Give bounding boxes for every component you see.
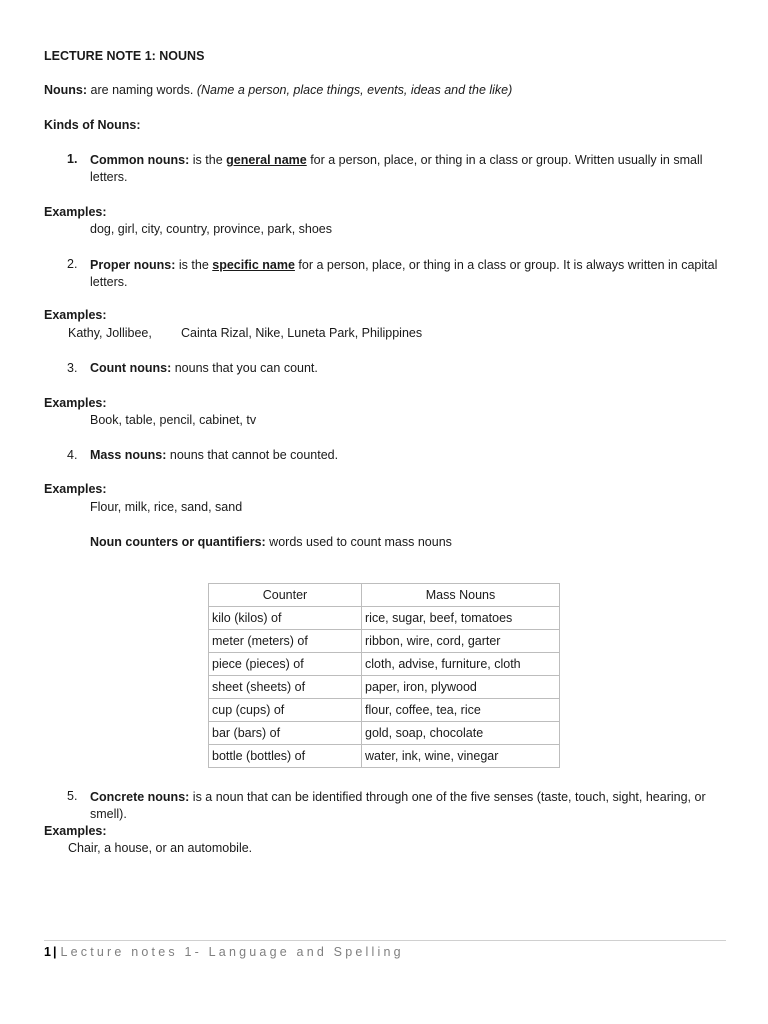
page-title: LECTURE NOTE 1: NOUNS <box>44 49 205 63</box>
examples-label: Examples: <box>44 824 107 838</box>
table-row <box>209 653 560 676</box>
table-row <box>209 699 560 722</box>
quantifiers-text: words used to count mass nouns <box>265 535 452 549</box>
intro-text: are naming words. <box>87 83 197 97</box>
table-header-cell: Mass Nouns <box>362 584 560 607</box>
quantifiers-label: Noun counters or quantifiers: <box>90 535 266 549</box>
table-cell: bottle (bottles) of <box>209 745 362 768</box>
kinds-heading: Kinds of Nouns: <box>44 118 141 132</box>
table-cell: meter (meters) of <box>209 630 362 653</box>
intro-note: (Name a person, place things, events, ideas and the like) <box>196 83 513 97</box>
table-cell: kilo (kilos) of <box>209 607 362 630</box>
item-number: 5. <box>67 789 78 803</box>
intro-line <box>44 83 512 97</box>
item-text: is the <box>175 258 213 272</box>
list-item-mass-nouns <box>90 448 338 462</box>
table-row <box>209 722 560 745</box>
item-number: 4. <box>67 448 78 462</box>
footer-text: Lecture notes 1- Language and Spelling <box>60 945 404 959</box>
table-row <box>209 607 560 630</box>
table-row <box>209 745 560 768</box>
item-label: Proper nouns: <box>90 258 176 272</box>
examples-text: Chair, a house, or an automobile. <box>68 841 253 855</box>
table-cell: ribbon, wire, cord, garter <box>362 630 560 653</box>
item-number: 3. <box>67 361 78 375</box>
table-row <box>209 676 560 699</box>
list-item-proper-nouns <box>90 257 730 291</box>
table-cell: cup (cups) of <box>209 699 362 722</box>
item-key-term: general name <box>226 153 307 167</box>
table-cell: sheet (sheets) of <box>209 676 362 699</box>
examples-label: Examples: <box>44 205 107 219</box>
item-label: Mass nouns: <box>90 448 167 462</box>
list-item-concrete-nouns <box>90 789 730 823</box>
item-label: Concrete nouns: <box>90 790 190 804</box>
item-text: nouns that you can count. <box>171 361 318 375</box>
table-cell: rice, sugar, beef, tomatoes <box>362 607 560 630</box>
examples-text: Kathy, Jollibee, <box>68 326 152 340</box>
item-text: for a person, place, or thing in a class or group. Written usually in small letters. <box>90 153 703 184</box>
item-text: for a person, place, or thing in a class or group. It is always written in capital letters. <box>90 258 718 289</box>
examples-label: Examples: <box>44 396 107 410</box>
table-cell: bar (bars) of <box>209 722 362 745</box>
intro-label: Nouns: <box>44 83 88 97</box>
examples-text: Cainta Rizal, Nike, Luneta Park, Philippines <box>181 326 423 340</box>
examples-text: Book, table, pencil, cabinet, tv <box>90 413 257 427</box>
table-cell: paper, iron, plywood <box>362 676 560 699</box>
table-header-cell: Counter <box>209 584 362 607</box>
item-label: Common nouns: <box>90 153 190 167</box>
table-cell: cloth, advise, furniture, cloth <box>362 653 560 676</box>
footer-divider <box>44 940 726 941</box>
table-cell: flour, coffee, tea, rice <box>362 699 560 722</box>
examples-text: dog, girl, city, country, province, park, shoes <box>90 222 333 236</box>
table-cell: gold, soap, chocolate <box>362 722 560 745</box>
page-footer <box>44 945 404 959</box>
item-number: 1. <box>67 152 78 166</box>
item-text: nouns that cannot be counted. <box>166 448 339 462</box>
item-key-term: specific name <box>212 258 295 272</box>
table-row <box>209 630 560 653</box>
table-cell: water, ink, wine, vinegar <box>362 745 560 768</box>
item-number: 2. <box>67 257 78 271</box>
item-text: is a noun that can be identified through one of the five senses (taste, touch, sight, hearing, or smell). <box>90 790 706 821</box>
examples-text: Flour, milk, rice, sand, sand <box>90 500 243 514</box>
quantifiers-line <box>90 535 452 549</box>
list-item-count-nouns <box>90 361 318 375</box>
footer-separator: | <box>52 945 57 959</box>
page-number: 1 <box>44 945 51 959</box>
table-cell: piece (pieces) of <box>209 653 362 676</box>
examples-label: Examples: <box>44 482 107 496</box>
list-item-common-nouns <box>90 152 730 186</box>
examples-label: Examples: <box>44 308 107 322</box>
counters-table <box>208 583 560 768</box>
item-text: is the <box>189 153 227 167</box>
table-header-row <box>209 584 560 607</box>
item-label: Count nouns: <box>90 361 172 375</box>
